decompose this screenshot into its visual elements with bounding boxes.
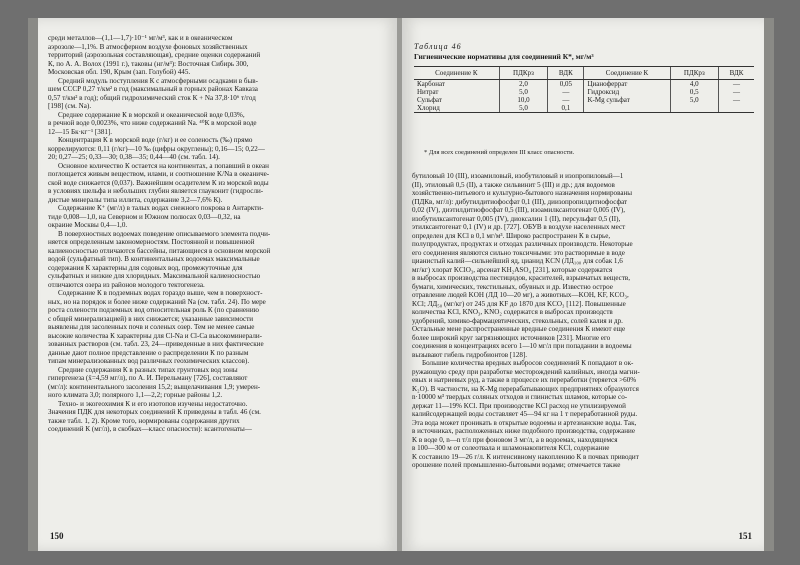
text-line: полупродуктах, продуктах и отходах различных производств. Некоторые [412,240,633,248]
table-cell [719,104,754,113]
text-line: выявлены для засоленных почв и соленых озер. Тем не менее самые [48,323,255,331]
table-cell: Сульфат [417,96,442,104]
text-line: в источниках, расположенных ниже подобного производства, содержание [412,427,635,435]
text-line: зованных растворов (см. табл. 23, 24—приведенные в них фактические [48,340,264,348]
text-line: K₂O). В частности, на K-Mg перерабатывающих предприятиях образуются [412,384,639,393]
table-header-row [414,67,754,80]
text-line: n·10000 м³ твердых соляных отходов и глинистых шламов, которые со- [412,393,628,401]
text-line: 0,02 (IV), диэтилдитиофосфат 0,5 (III), изоамилксантогенат 0,005 (IV), [412,206,626,214]
text-line: (мг/л): континентального засоления 15,2; выщелачивания 1,9; умерен- [48,382,261,391]
text-line: соединений К (мг/л), в скобках—класс опасности): ксантогенаты— [48,425,252,433]
table-row [414,88,754,96]
text-line: дистые минералы типа иллита, содержание 3,2—7,6% К). [48,195,223,204]
text-line: сульфатных и низкие для хлоридных. Максимальной калиеносностью [48,272,261,280]
left-edge [28,18,38,551]
text-line: этилксантогенат 0,1 (IV) и др. [727]. ОБУВ в воздухе населенных мест [412,223,626,231]
text-line: держат 11—19% KCl. При производстве KCl расход не утилизируемой [412,401,626,410]
text-line: его соединения являются сильно токсичными: это растворимые в воде [412,248,625,257]
text-line: 12—15 Бк·кг⁻¹ [381]. [48,127,113,136]
text-line: определен для KCl в 0,1 мг/м³. Широко распространен К в сырье, [412,231,611,240]
text-line: ской воде снижается (0,037). Важнейшим осадителем К из морской воды [48,178,269,187]
table-row [414,96,754,104]
text-line: цианистый калий—сильнейший яд, цианид KCN (ЛД₁₀₀ для собак 1,6 [412,257,623,265]
table-cell: — [719,80,754,89]
text-line: Основное количество К остается на континентах, а попавший в океан [58,161,269,170]
table-row [414,104,754,113]
table-cell: Нитрат [417,88,439,96]
text-line: окраине Москвы 0,4—1,0. [48,221,128,229]
table-title: Гигиенические нормативы для соединений К*, мг/м³ [414,52,594,61]
text-line: евых и натриевых руд, а также в процессе их переработки (теряется >60% [412,376,637,384]
text-line: роста солености подземных вод относительная роль К (по сравнению [48,306,259,314]
right-page-text [412,172,756,470]
text-line: количества KCl, KNO₃, KNO₂ содержатся в выбросах производств [412,308,613,316]
table-header-cell: ПДКрз [499,67,547,80]
right-page [402,18,764,551]
table-cell: — [719,88,754,96]
table-header-cell: Соединение К [584,67,670,80]
table-row [414,80,754,89]
text-line: типам минерализованных вод различных геохимических классов). [48,357,250,365]
left-page [38,18,398,551]
table-cell: 0,5 [670,88,718,96]
text-line: изобутилксантогенат 0,005 (IV), диоксалин 1 (II), персульфат 0,5 (II), [412,214,621,223]
text-line: территорий (аэрозольная составляющая), средние оценки содержаний [48,51,261,59]
text-line: в 100—300 м от солеотвала и шламонакопителя KCl, содержание [412,444,610,452]
table-cell: — [719,96,754,104]
text-line: бумаги, химических, текстильных, обувных и др. Известно острое [412,282,613,291]
text-line: удобрений, химико-фармацевтических, стекольных, солей калия и др. [412,316,623,325]
table-cell: K-Mg сульфат [584,96,670,104]
left-page-text [48,34,390,434]
text-line: соединения в концентрациях всего 1—10 мг/л при попадании в водоемы [412,342,632,350]
text-line: Эта вода может проникать в открытые водоемы и артезианские воды. Так, [412,418,637,427]
text-line: калиеносностью отличаются бассейны, питающиеся в основном морской [48,246,271,255]
text-line: более широкий круг загрязняющих источников [231]. Многие его [412,333,611,342]
text-line: Содержание К⁺ (мг/л) в талых водах снежного покрова в Антаркти- [58,204,264,212]
text-line: Содержание К в подземных водах гораздо выше, чем в поверхност- [58,289,263,297]
text-line: орошение полей промышленно-бытовыми водами; отмечается также [412,461,621,469]
table-cell: 0,05 [548,80,584,89]
text-line: высокие количества К характерны для Cl-Na и Cl-Ca высокоминерали- [48,331,263,340]
text-line: гипергенеза (x̄=4,59 мг/л), по А. И. Перельману [726], составляют [48,374,248,382]
text-line: хозяйственно-питьевого и культурно-бытового назначения нормированы [412,189,633,197]
text-line: содержания К характерны для содовых вод, промежуточные для [48,263,243,272]
table-header-cell: Соединение К [414,67,499,80]
table-cell: 10,0 [499,96,547,104]
text-line: поглощается живым веществом, илами, и соотношение K/Na в океаниче- [48,170,270,178]
right-page-number: 151 [738,531,752,541]
table-header-cell: ВДК [719,67,754,80]
table-body [414,80,754,113]
table-cell: 0,1 [548,104,584,113]
table-cell: Гидроксид [584,88,670,96]
text-line: (II), этиловый 0,5 (II), а также сильвинит 5 (III) и др.; для водоемов [412,180,615,189]
table-cell: 5,0 [499,104,547,113]
text-line: в речной воде 0,0023%, что ниже содержаний Na. ⁴⁰К в морской воде [48,119,257,127]
text-line: ных, но на порядок и более ниже содержаний Na (см. табл. 24). По мере [48,297,266,306]
text-line: Средний модуль поступления К с атмосферными осадками в быв- [58,76,258,85]
text-line: Большие количества вредных выбросов соединений К попадают в ок- [422,359,634,367]
hygiene-table [414,66,754,113]
table-cell: 2,0 [499,80,547,89]
table-cell: — [548,88,584,96]
text-line: также табл. 1, 2). Кроме того, нормированы содержания других [48,416,240,425]
text-line: Средние содержания К в разных типах грунтовых вод зоны [58,365,238,374]
text-line: в условиях шельфа и небольших глубин является глауконит (гидросли- [48,187,264,195]
table-caption: Таблица 46 [414,42,462,51]
text-line: K составило 19—26 г/л. К интенсивному накоплению К в почвах приводит [412,452,639,461]
text-line: Концентрация К в морской воде (г/кг) и ее соленость (‰) прямо [58,136,253,144]
table-cell: 5,0 [670,96,718,104]
text-line: 20; 0,27—25; 0,33—30; 0,38—35; 0,44—40 (см. табл. 14). [48,153,220,161]
table-cell: Карбонат [417,80,445,88]
text-line: [198] (см. Na). [48,102,92,110]
text-line: мг/кг) хлорат KClO₃, арсенат KH₂ASO₄ [231], которые содержатся [412,265,613,274]
text-line: Московская обл. 190, Крым (зап. Голубой) 445. [48,68,191,76]
text-line: Техно- и экогеохимия К и его изотопов изучены недостаточно. [58,399,248,408]
text-line: калийсодержащей воды составляет 45—94 кг на 1 т переработанной руды. [412,410,638,418]
text-line: Среднее содержание К в морской и океанической воде 0,03%, [58,110,245,119]
text-line: K в воде 0, n—n т/л при фоновом 3 мг/л, а в водоемах, находящемся [412,435,618,444]
text-line: аэрозоле—1,1%. В атмосферном воздухе фоновых хозяйственных [48,42,248,51]
text-line: 0,57 т/км² в год); общий гидрохимический сток К + Na 37,8·10⁶ т/год [48,93,256,102]
text-line: Значения ПДК для некоторых соединений К приведены в табл. 46 (см. [48,408,261,416]
table-cell: — [548,96,584,104]
table-cell: Хлорид [414,104,499,113]
table-cell: 4,0 [670,80,718,89]
table-header-cell: ВДК [548,67,584,80]
text-line: данные дают полное представление о распределении К по разным [48,348,249,357]
text-line: Остальные мене распространенные вредные соединения К имеют еще [412,325,626,333]
text-line: водой (сульфатный тип). В континентальных водоемах максимальные [48,255,260,263]
text-line: В поверхностных водоемах поведение описываемого элемента подчи- [58,229,271,238]
text-line: шем СССР 0,27 т/км² в год (максимальный в горных районах Кавказа [48,85,258,93]
table-cell [670,104,718,113]
text-line: К, по А. А. Волох (1991 г.), таковы (нг/м³): Восточная Сибирь 300, [48,59,249,68]
right-edge [764,18,774,551]
text-line: бутиловый 10 (III), изоамиловый, изобутиловый и изопропиловый—1 [412,172,624,180]
text-line: тиде 0,008—1,0, на Северном и Южном полюсах 0,03—0,32, на [48,212,241,221]
table-cell: Цианоферрат [584,80,670,89]
text-line: ружающую среду при разработке месторождений калийных, иногда магни- [412,367,640,376]
table-header-cell: ПДКрз [670,67,718,80]
table-cell [584,104,670,113]
text-line: няется определенным закономерностям. Постоянной и повышенной [48,238,255,246]
text-line: коррелируются: 0,11 (г/кг)—10 ‰ (цифры округлены); 0,16—15; 0,22— [48,144,265,153]
table-cell: 5,0 [499,88,547,96]
text-line: отличаются озера из районов молодого тектогенеза. [48,280,205,289]
table-footnote: * Для всех соединений определен III класс опасности. [424,149,575,156]
text-line: среди металлов—(1,1—1,7)·10⁻¹ мг/м³, как и в океаническом [48,34,233,42]
text-line: с общей минерализацией) в них снижается; указанные зависимости [48,314,254,323]
text-line: вызывают гибель гидробионтов [128]. [412,350,528,359]
left-page-number: 150 [50,531,64,541]
text-line: (ПДКв, мг/л): дибутилдитиофосфат 0,1 (III), диизопропилдитиофосфат [412,197,628,206]
text-line: ного климата 3,0; полярного 1,1—2,2; горные районы 1,2. [48,391,223,399]
text-line: KCl; ЛД₅₀ (мг/кг) от 245 для KF до 1870 для KCO₃ [112]. Повышенные [412,299,626,308]
text-line: в выбросах производства пестицидов, красителей, взрывчатых веществ, [412,274,631,282]
text-line: отравление людей KOH (ЛД 10—20 мг), а животных—KOH, KF, KCO₃, [412,291,629,299]
